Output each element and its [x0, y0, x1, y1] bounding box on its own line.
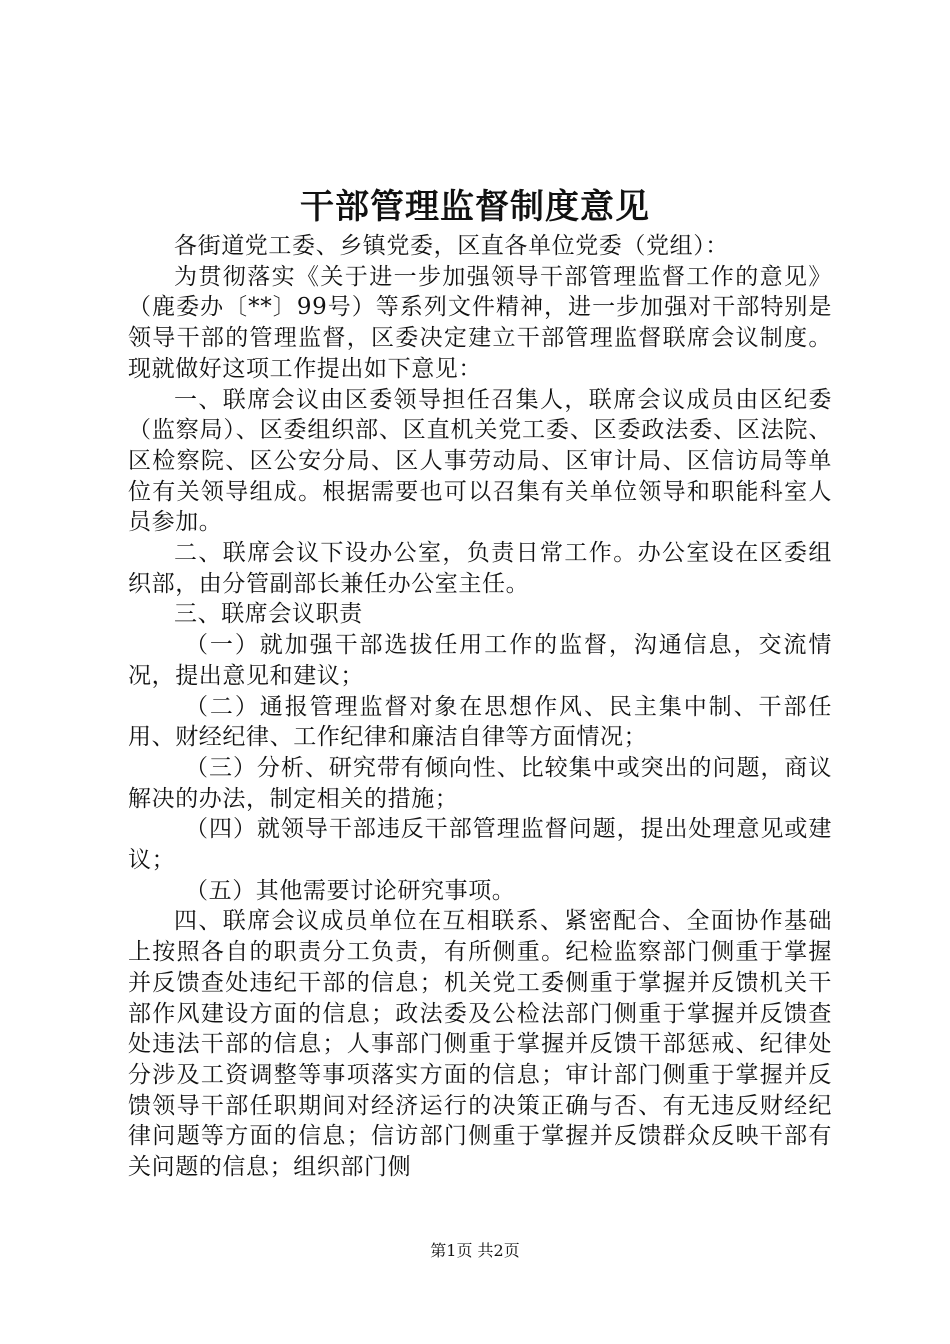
duty-item-3: （三）分析、研究带有倾向性、比较集中或突出的问题，商议解决的办法，制定相关的措施；: [128, 754, 832, 812]
duty-item-4: （四）就领导干部违反干部管理监督问题，提出处理意见或建议；: [128, 816, 832, 874]
document-body: [128, 231, 832, 1183]
section-3-heading: 三、联席会议职责: [174, 601, 363, 628]
document-title: 干部管理监督制度意见: [300, 187, 650, 227]
section-4-paragraph: 四、联席会议成员单位在互相联系、紧密配合、全面协作基础上按照各自的职责分工负责，有所侧重。纪检监察部门侧重于掌握并反馈查处违纪干部的信息；机关党工委侧重于掌握并反馈机关干部作风建设方面的信息；政法委及公检法部门侧重于掌握并反馈查处违法干部的信息；人事部门侧重于掌握并反馈干部惩戒、纪律处分涉及工资调整等事项落实方面的信息；审计部门侧重于掌握并反馈领导干部任职期间对经济运行的决策正确与否、有无违反财经纪律问题等方面的信息；信访部门侧重于掌握并反馈群众反映干部有关问题的信息；组织部门侧: [128, 908, 832, 1181]
section-2-paragraph: 二、联席会议下设办公室，负责日常工作。办公室设在区委组织部，由分管副部长兼任办公室主任。: [128, 540, 832, 597]
page-number-footer: 第1页 共2页: [430, 1241, 520, 1260]
intro-paragraph: 为贯彻落实《关于进一步加强领导干部管理监督工作的意见》（鹿委办〔**〕99号）等系列文件精神，进一步加强对干部特别是领导干部的管理监督，区委决定建立干部管理监督联席会议制度。现就做好这项工作提出如下意见：: [128, 263, 832, 382]
duty-item-2: （二）通报管理监督对象在思想作风、民主集中制、干部任用、财经纪律、工作纪律和廉洁自律等方面情况；: [128, 693, 832, 751]
salutation-paragraph: 各街道党工委、乡镇党委，区直各单位党委（党组）：: [174, 233, 729, 259]
duty-item-1: （一）就加强干部选拔任用工作的监督，沟通信息，交流情况，提出意见和建议；: [128, 632, 832, 689]
duty-item-5: （五）其他需要讨论研究事项。: [185, 877, 516, 904]
section-1-paragraph: 一、联席会议由区委领导担任召集人，联席会议成员由区纪委（监察局）、区委组织部、区直机关党工委、区委政法委、区法院、区检察院、区公安分局、区人事劳动局、区审计局、区信访局等单位有关领导组成。根据需要也可以召集有关单位领导和职能科室人员参加。: [128, 386, 832, 536]
